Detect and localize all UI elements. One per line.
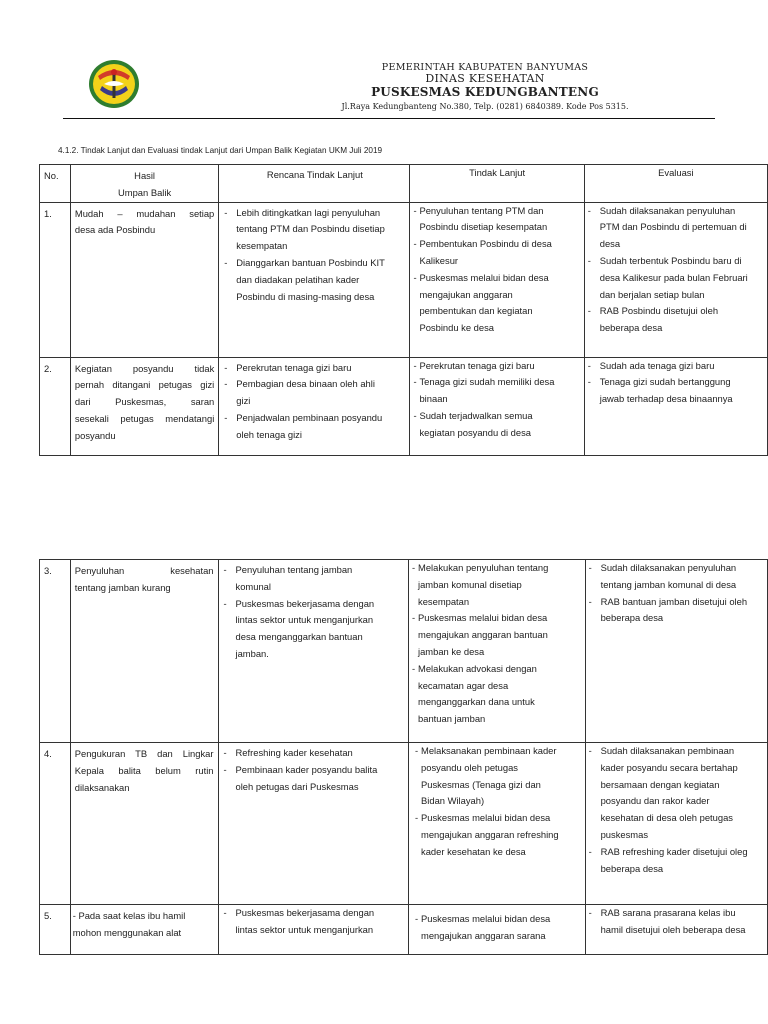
rencana-line: dan diadakan pelatihan kader [236,273,360,285]
header-name: PUSKESMAS KEDUNGBANTENG [371,85,599,99]
tindak-line: bantuan jamban [418,713,486,725]
bullet-dash: - [412,562,416,573]
tindak-item [415,743,582,810]
row-number [40,202,71,357]
evaluasi-item [588,203,764,253]
rencana-line: tentang PTM dan Posbindu disetiap [236,223,385,235]
followup-table-2 [39,559,768,955]
rencana-item-text [236,205,405,255]
tindak-item-text [419,236,580,270]
bullet-dash: - [587,254,591,266]
tindak-line: posyandu oleh petugas [421,761,518,773]
bullet-dash: - [588,595,592,607]
bullet-dash: - [223,747,227,758]
table-header-row [40,165,768,203]
tindak-line: jamban ke desa [418,645,485,657]
evaluasi-list [589,905,764,939]
hasil-cell [70,202,218,357]
tindak-line: Bidan Wilayah) [421,795,485,807]
rencana-line: Pembinaan kader posyandu balita [235,763,378,775]
evaluasi-cell [584,357,767,455]
rencana-line: desa menganggarkan bantuan [235,631,363,643]
evaluasi-item-text [600,303,764,337]
rencana-line: komunal [235,580,271,592]
tindak-list [415,743,582,861]
evaluasi-line: Sudah ada tenaga gizi baru [599,359,715,371]
evaluasi-line: Sudah terbentuk Posbindu baru di [599,254,742,266]
evaluasi-cell [585,743,767,905]
rencana-item-text [236,762,405,796]
bullet-dash: - [588,745,592,756]
bullet-dash: - [412,612,416,624]
evaluasi-list [588,358,764,408]
bullet-dash: - [587,376,591,388]
tindak-line: Melaksanakan pembinaan kader [421,745,557,756]
tindak-item-text [421,743,582,810]
evaluasi-line: jawab terhadap desa binaannya [599,393,733,405]
tindak-item-text [418,610,582,660]
rencana-line: Penjadwalan pembinaan posyandu [236,411,383,423]
tindak-cell [409,743,586,905]
bullet-dash: - [412,662,416,674]
col-evaluasi: Evaluasi [584,165,767,203]
hasil-line: - Pada saat kelas ibu hamil [72,910,186,921]
bullet-dash: - [413,204,417,216]
tindak-item [412,560,582,610]
evaluasi-item-text [601,594,764,628]
tindak-list [412,560,582,728]
tindak-item-text [419,358,580,375]
bullet-dash: - [415,812,419,824]
tindak-item [412,610,582,660]
rencana-item [224,255,405,305]
evaluasi-list [589,743,764,877]
hasil-line: Mudah – mudahan setiap [74,207,215,219]
table-row [40,905,768,955]
rencana-item-text [236,596,405,663]
tindak-line: pembentukan dan kegiatan [419,305,533,317]
table-row [40,202,768,357]
evaluasi-cell [585,905,767,955]
rencana-line: Refreshing kader kesehatan [235,747,353,758]
hasil-line: sesekali petugas mendatangi [74,412,215,424]
tindak-line: jamban komunal disetiap [418,578,522,590]
rencana-item-text [236,376,405,410]
tindak-item [413,203,580,237]
evaluasi-line: PTM dan Posbindu di pertemuan di [599,221,747,233]
table-row [40,743,768,905]
evaluasi-item [588,358,764,375]
tindak-line: Puskesmas melalui bidan desa [421,913,551,924]
table-row [40,357,768,455]
tindak-line: Kalikesur [419,254,459,266]
evaluasi-line: dan berjalan setiap bulan [599,288,705,300]
evaluasi-item [588,374,764,408]
rencana-line: Puskesmas bekerjasama dengan [235,907,375,918]
tindak-line: kegiatan posyandu di desa [419,426,532,438]
bullet-dash: - [223,763,227,775]
bullet-dash: - [415,913,419,924]
bullet-dash: - [587,204,591,216]
tindak-line: Puskesmas melalui bidan desa [421,812,551,824]
hasil-cell [70,905,218,955]
rencana-list [224,745,405,795]
rencana-item [224,562,405,596]
rencana-line: Dianggarkan bantuan Posbindu KIT [236,256,385,268]
rencana-cell [219,202,410,357]
rencana-item-text [236,562,405,596]
evaluasi-item [589,743,764,844]
tindak-line: mengajukan anggaran refreshing [421,828,559,840]
rencana-cell [218,560,409,743]
tindak-line: kader kesehatan ke desa [421,845,526,857]
bullet-dash: - [224,378,228,390]
rencana-item [224,905,405,939]
evaluasi-line: Sudah dilaksanakan penyuluhan [600,562,737,573]
tindak-item [415,911,582,945]
rencana-line: Pembagian desa binaan oleh ahli [236,378,375,390]
bullet-dash: - [415,745,419,756]
bullet-dash: - [413,271,417,283]
evaluasi-item-text [600,253,764,303]
tindak-cell [409,905,586,955]
row-number-text: 2. [44,362,52,374]
evaluasi-item [589,905,764,939]
evaluasi-line: desa Kalikesur pada bulan Februari [599,271,748,283]
rencana-line: gizi [236,395,251,407]
tindak-line: kecamatan agar desa [418,679,509,691]
evaluasi-line: puskesmas [600,828,649,840]
rencana-line: jamban. [235,647,269,659]
evaluasi-item-text [600,203,764,253]
row-number [40,905,71,955]
evaluasi-cell [585,560,767,743]
tindak-line: Pembentukan Posbindu di desa [419,238,552,250]
bullet-dash: - [413,376,417,388]
rencana-item-text [236,745,405,762]
tindak-cell [410,202,584,357]
tindak-item-text [421,911,582,945]
rencana-list [224,205,405,306]
rencana-item [224,360,405,377]
hasil-line: Kegiatan posyandu tidak [74,362,215,374]
tindak-line: Melakukan penyuluhan tentang [418,562,549,573]
tindak-line: Perekrutan tenaga gizi baru [419,359,535,371]
bullet-dash: - [224,361,228,373]
table-caption: 4.1.2. Tindak Lanjut dan Evaluasi tindak Lanjut dari Umpan Balik Kegiatan UKM Juli 2019 [58,146,383,155]
bullet-dash: - [223,597,227,609]
tindak-item-text [419,203,580,237]
rencana-line: Lebih ditingkatkan lagi penyuluhan [236,206,381,218]
evaluasi-item-text [601,905,764,939]
tindak-list [415,911,582,945]
tindak-item [413,236,580,270]
followup-table-1 [39,164,768,456]
tindak-list [413,203,580,337]
rencana-line: oleh tenaga gizi [236,428,302,440]
tindak-item [413,358,580,375]
rencana-cell [218,905,409,955]
evaluasi-line: RAB Posbindu disetujui oleh [599,305,719,317]
banyumas-logo [88,58,140,110]
rencana-item [224,596,405,663]
rencana-item [224,376,405,410]
tindak-item-text [418,560,582,610]
evaluasi-item [589,594,764,628]
rencana-item-text [236,410,405,444]
header-address: Jl.Raya Kedungbanteng No.380, Telp. (0281) 6840389. Kode Pos 5315. [341,102,629,111]
col-no: No. [40,165,71,203]
evaluasi-item-text [600,358,764,375]
bullet-dash: - [413,238,417,250]
tindak-line: mengajukan anggaran [419,288,513,300]
tindak-line: Posbindu ke desa [419,322,495,334]
evaluasi-line: RAB bantuan jamban disetujui oleh [600,595,748,607]
rencana-line: Penyuluhan tentang jamban [235,564,353,575]
evaluasi-cell [584,202,767,357]
row-number-text: 5. [44,910,52,921]
rencana-item-text [236,905,405,939]
rencana-line: oleh petugas dari Puskesmas [235,780,359,792]
evaluasi-line: beberapa desa [600,612,664,624]
rencana-line: lintas sektor untuk menganjurkan [235,614,374,626]
tindak-line: mengajukan anggaran sarana [421,929,546,941]
evaluasi-item-text [601,560,764,594]
tindak-line: Tenaga gizi sudah memiliki desa [419,376,555,388]
hasil-line: mohon menggunakan alat [72,926,182,938]
tindak-item [413,270,580,337]
evaluasi-item-text [601,743,764,844]
evaluasi-item [588,253,764,303]
hasil-line: Pengukuran TB dan Lingkar [74,748,214,759]
rencana-line: kesempatan [236,240,288,252]
evaluasi-line: bersamaan dengan kegiatan [600,778,720,790]
evaluasi-list [588,203,764,337]
tindak-item-text [419,374,580,408]
evaluasi-list [589,560,764,627]
tindak-line: Posbindu disetiap kesempatan [419,221,548,233]
tindak-item [415,810,582,860]
bullet-dash: - [223,564,227,575]
header-gov: PEMERINTAH KABUPATEN BANYUMAS [381,62,589,73]
col-rencana: Rencana Tindak Lanjut [219,165,410,203]
tindak-line: Penyuluhan tentang PTM dan [419,204,544,216]
bullet-dash: - [223,907,227,918]
tindak-line: mengajukan anggaran bantuan [418,629,548,641]
tindak-line: Melakukan advokasi dengan [418,662,537,674]
hasil-line: desa ada Posbindu [74,224,156,236]
hasil-line: posyandu [74,429,116,441]
rencana-line: lintas sektor untuk menganjurkan [235,923,374,935]
evaluasi-item [588,303,764,337]
rencana-item [224,762,405,796]
tindak-line: Puskesmas melalui bidan desa [419,271,549,283]
evaluasi-line: RAB refreshing kader disetujui oleg [600,845,748,857]
tindak-cell [409,560,586,743]
bullet-dash: - [224,411,228,423]
rencana-line: Perekrutan tenaga gizi baru [236,361,352,373]
bullet-dash: - [587,305,591,317]
evaluasi-line: Sudah dilaksanakan pembinaan [600,745,735,756]
evaluasi-line: desa [599,238,621,250]
tindak-line: kesempatan [418,595,470,607]
tindak-line: Puskesmas melalui bidan desa [418,612,548,624]
hasil-line: pernah ditangani petugas gizi [74,379,215,391]
hasil-cell [70,560,218,743]
hasil-cell [70,357,218,455]
evaluasi-line: Sudah dilaksanakan penyuluhan [599,204,736,216]
rencana-cell [219,357,410,455]
hasil-line: dilaksanakan [74,781,130,793]
row-number-text: 4. [44,748,52,759]
bullet-dash: - [588,907,592,918]
bullet-dash: - [587,359,591,371]
evaluasi-line: posyandu dan rakor kader [600,795,710,807]
tindak-item [413,408,580,442]
row-number [40,560,71,743]
tindak-line: Puskesmas (Tenaga gizi dan [421,778,541,790]
evaluasi-item-text [600,374,764,408]
rencana-cell [218,743,409,905]
row-number [40,743,71,905]
header-dept: DINAS KESEHATAN [425,72,545,85]
hasil-line: dari Puskesmas, saran [74,396,215,408]
evaluasi-line: Tenaga gizi sudah bertanggung [599,376,731,388]
rencana-line: Posbindu di masing-masing desa [236,290,375,302]
tindak-list [413,358,580,442]
evaluasi-line: beberapa desa [599,322,663,334]
tindak-line: Sudah terjadwalkan semua [419,409,533,421]
evaluasi-line: RAB sarana prasarana kelas ibu [600,907,736,918]
evaluasi-item-text [601,844,764,878]
tindak-line: menganggarkan dana untuk [418,696,535,708]
tindak-line: binaan [419,393,448,405]
rencana-item [224,410,405,444]
tindak-cell [410,357,584,455]
evaluasi-line: tentang jamban komunal di desa [600,578,737,590]
rencana-list [224,360,405,444]
tindak-item [412,661,582,728]
bullet-dash: - [413,359,417,371]
row-number-text: 1. [44,207,52,219]
row-number [40,357,71,455]
bullet-dash: - [224,256,228,268]
evaluasi-item [589,560,764,594]
hasil-line: tentang jamban kurang [74,581,171,593]
evaluasi-line: kader posyandu secara bertahap [600,761,738,773]
rencana-list [224,562,405,663]
row-number-text: 3. [44,565,52,576]
header-divider [63,118,715,119]
rencana-item-text [236,255,405,305]
tindak-item-text [419,270,580,337]
rencana-list [224,905,405,939]
evaluasi-line: hamil disetujui oleh beberapa desa [600,923,746,935]
col-tindak: Tindak Lanjut [410,165,584,203]
tindak-item-text [421,810,582,860]
bullet-dash: - [224,206,228,218]
tindak-item-text [418,661,582,728]
hasil-cell [70,743,218,905]
rencana-item-text [236,360,405,377]
col-hasil: Hasil Umpan Balik [70,165,218,203]
tindak-item [413,374,580,408]
table-row [40,560,768,743]
hasil-line: Penyuluhan kesehatan [74,565,214,576]
rencana-item [224,205,405,255]
rencana-line: Puskesmas bekerjasama dengan [235,597,375,609]
hasil-line: Kepala balita belum rutin [74,764,214,776]
rencana-item [224,745,405,762]
bullet-dash: - [588,845,592,857]
evaluasi-line: kesehatan di desa oleh petugas [600,812,733,824]
bullet-dash: - [413,409,417,421]
bullet-dash: - [588,562,592,573]
evaluasi-item [589,844,764,878]
evaluasi-line: beberapa desa [600,862,664,874]
tindak-item-text [419,408,580,442]
